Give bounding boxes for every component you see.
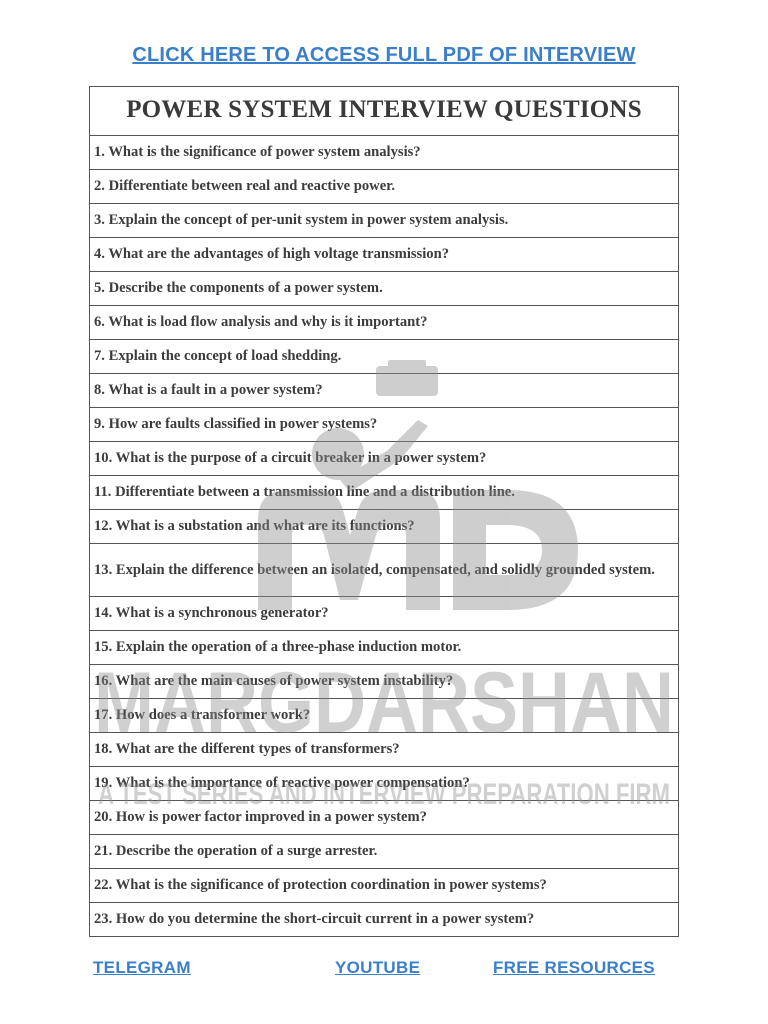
question-cell: 16. What are the main causes of power system instability? xyxy=(90,665,679,699)
question-cell: 17. How does a transformer work? xyxy=(90,699,679,733)
question-cell: 9. How are faults classified in power systems? xyxy=(90,408,679,442)
table-row xyxy=(90,374,679,408)
question-cell: 4. What are the advantages of high voltage transmission? xyxy=(90,238,679,272)
table-row xyxy=(90,170,679,204)
table-title: POWER SYSTEM INTERVIEW QUESTIONS xyxy=(90,87,679,136)
access-full-pdf-link[interactable]: CLICK HERE TO ACCESS FULL PDF OF INTERVIEW xyxy=(132,44,636,66)
table-row xyxy=(90,733,679,767)
free-resources-link[interactable]: FREE RESOURCES xyxy=(493,958,655,977)
table-row xyxy=(90,340,679,374)
question-cell: 7. Explain the concept of load shedding. xyxy=(90,340,679,374)
telegram-link[interactable]: TELEGRAM xyxy=(93,958,191,977)
question-cell: 5. Describe the components of a power system. xyxy=(90,272,679,306)
table-row xyxy=(90,442,679,476)
youtube-link[interactable]: YOUTUBE xyxy=(335,958,421,977)
table-row xyxy=(90,238,679,272)
table-row xyxy=(90,665,679,699)
question-cell: 20. How is power factor improved in a power system? xyxy=(90,801,679,835)
question-cell: 21. Describe the operation of a surge arrester. xyxy=(90,835,679,869)
question-cell: 13. Explain the difference between an isolated, compensated, and solidly grounded system. xyxy=(90,544,679,597)
table-row xyxy=(90,835,679,869)
table-row xyxy=(90,408,679,442)
question-cell: 18. What are the different types of transformers? xyxy=(90,733,679,767)
table-row xyxy=(90,767,679,801)
question-cell: 8. What is a fault in a power system? xyxy=(90,374,679,408)
question-cell: 11. Differentiate between a transmission line and a distribution line. xyxy=(90,476,679,510)
watermark-tagline-text: A TEST SERIES AND INTERVIEW PREPARATION FIRM xyxy=(98,778,670,811)
question-cell: 22. What is the significance of protection coordination in power systems? xyxy=(90,869,679,903)
table-row xyxy=(90,903,679,937)
question-cell: 6. What is load flow analysis and why is it important? xyxy=(90,306,679,340)
table-row xyxy=(90,869,679,903)
table-row xyxy=(90,272,679,306)
question-cell: 14. What is a synchronous generator? xyxy=(90,597,679,631)
question-cell: 15. Explain the operation of a three-phase induction motor. xyxy=(90,631,679,665)
questions-table xyxy=(89,86,679,937)
table-title-row xyxy=(90,87,679,136)
table-row xyxy=(90,597,679,631)
table-row xyxy=(90,136,679,170)
question-cell: 1. What is the significance of power system analysis? xyxy=(90,136,679,170)
question-cell: 23. How do you determine the short-circuit current in a power system? xyxy=(90,903,679,937)
question-cell: 12. What is a substation and what are its functions? xyxy=(90,510,679,544)
table-row xyxy=(90,631,679,665)
watermark-brand-text: MARGDARSHAN xyxy=(94,655,674,751)
question-cell: 19. What is the importance of reactive power compensation? xyxy=(90,767,679,801)
table-row xyxy=(90,476,679,510)
table-row xyxy=(90,801,679,835)
question-cell: 2. Differentiate between real and reactive power. xyxy=(90,170,679,204)
table-row xyxy=(90,544,679,597)
table-row xyxy=(90,510,679,544)
table-row xyxy=(90,699,679,733)
table-row xyxy=(90,306,679,340)
question-cell: 10. What is the purpose of a circuit breaker in a power system? xyxy=(90,442,679,476)
table-row xyxy=(90,204,679,238)
question-cell: 3. Explain the concept of per-unit system in power system analysis. xyxy=(90,204,679,238)
